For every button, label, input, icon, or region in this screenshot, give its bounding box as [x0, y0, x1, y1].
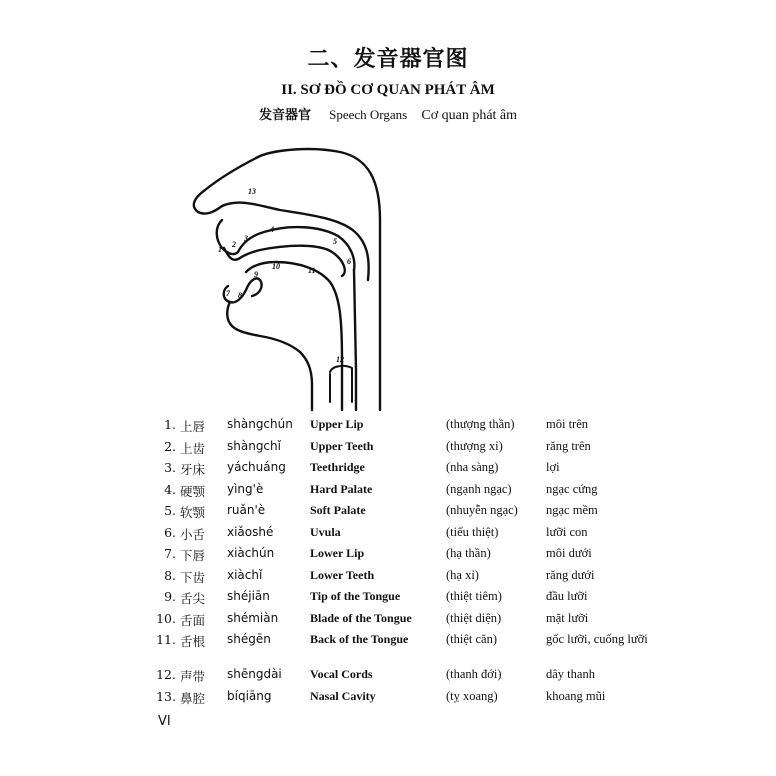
vocab-vietnamese: môi trên [546, 417, 589, 431]
jaw-outline [227, 302, 312, 410]
vocab-number: 12. [156, 667, 176, 682]
organ-label-11: 11 [308, 266, 316, 275]
vocab-vietnamese: ngạc cứng [546, 481, 598, 496]
vocab-pinyin: yáchuáng [227, 460, 286, 474]
organ-label-5: 5 [333, 237, 337, 246]
section-subtitle: II. SƠ ĐỒ CƠ QUAN PHÁT ÂM [281, 82, 495, 98]
vocab-english: Back of the Tongue [310, 632, 409, 646]
vocab-hanviet: (nhuyễn ngạc) [446, 503, 518, 517]
vocab-hanviet: (nha sàng) [446, 460, 499, 474]
organ-label-13: 13 [248, 187, 256, 196]
vocab-chinese: 下齿 [180, 569, 206, 585]
vocab-number: 5. [164, 503, 176, 518]
vocab-english: Lower Lip [310, 546, 365, 560]
vocab-pinyin: yìng'è [227, 481, 264, 496]
vocab-hanviet: (thiệt diện) [446, 610, 502, 625]
vocab-row [0, 525, 776, 543]
vocab-hanviet: (thiệt căn) [446, 632, 498, 646]
vocab-pinyin: shàngchǐ [227, 438, 281, 453]
vocab-chinese: 下唇 [180, 548, 206, 563]
vocab-vietnamese: lưỡi con [546, 524, 588, 539]
vocab-number: 4. [164, 481, 176, 497]
vocab-vietnamese: gốc lưỡi, cuống lưỡi [546, 632, 648, 646]
vocab-pinyin: shémiàn [227, 610, 279, 625]
vocab-chinese: 上唇 [180, 419, 206, 434]
vocab-pinyin: shàngchún [227, 417, 293, 431]
vocab-chinese: 上齿 [180, 440, 206, 456]
vocab-chinese: 软颚 [180, 505, 206, 520]
vocab-english: Vocal Cords [310, 667, 373, 681]
pharynx-outline [354, 270, 356, 410]
vocab-english: Upper Lip [310, 417, 364, 431]
vocab-vietnamese: răng trên [546, 438, 591, 453]
vocab-row [0, 611, 776, 629]
vocab-number: 3. [164, 460, 176, 475]
vocab-english: Upper Teeth [310, 438, 374, 453]
organ-label-7: 7 [226, 289, 230, 298]
vocab-hanviet: (ngạnh ngạc) [446, 481, 512, 496]
vocab-vietnamese: răng dưới [546, 567, 595, 582]
vocab-vietnamese: ngạc mềm [546, 503, 598, 517]
organ-label-10: 10 [272, 262, 280, 271]
vocab-chinese: 舌根 [180, 634, 206, 649]
vocab-hanviet: (thiệt tiêm) [446, 589, 502, 603]
vocab-chinese: 牙床 [180, 462, 206, 477]
page-title: 二、发音器官图 [307, 47, 469, 72]
vocab-hanviet: (hạ thần) [446, 546, 491, 560]
vocab-vietnamese: dây thanh [546, 667, 595, 681]
vocab-row [0, 503, 776, 521]
vocab-row [0, 689, 776, 707]
page-number: VI [158, 714, 171, 729]
vocab-row [0, 632, 776, 650]
vocab-pinyin: shéjiān [227, 589, 270, 603]
vocab-chinese: 舌尖 [180, 591, 206, 606]
vocab-vietnamese: lợi [546, 460, 560, 474]
organ-label-1: 1 [218, 245, 222, 254]
vocab-hanviet: (tiểu thiệt) [446, 524, 499, 539]
vocab-row [0, 546, 776, 564]
vocab-row [0, 568, 776, 586]
vocab-row [0, 482, 776, 500]
vocab-chinese: 声带 [180, 669, 206, 684]
vocab-row [0, 667, 776, 685]
vocab-chinese: 舌面 [180, 612, 206, 628]
vocab-pinyin: xiǎoshé [227, 524, 274, 539]
vocab-number: 1. [164, 417, 176, 432]
vocab-number: 6. [164, 524, 176, 540]
vocab-hanviet: (thượng xỉ) [446, 438, 503, 453]
speech-organs-diagram [180, 140, 390, 415]
vocab-english: Tip of the Tongue [310, 589, 401, 603]
vocab-hanviet: (thượng thần) [446, 417, 515, 431]
organ-label-9: 9 [254, 270, 258, 279]
vocab-english: Soft Palate [310, 503, 366, 517]
vocab-chinese: 小舌 [180, 526, 206, 542]
vocab-number: 2. [164, 438, 176, 454]
vocab-english: Teethridge [310, 460, 365, 474]
vocab-pinyin: xiàchǐ [227, 567, 263, 582]
organ-number-labels [218, 187, 351, 364]
vocab-pinyin: xiàchún [227, 546, 275, 560]
vocab-vietnamese: môi dưới [546, 546, 592, 560]
organ-label-12: 12 [336, 355, 344, 364]
vocab-chinese: 硬颚 [180, 483, 206, 499]
vocab-number: 13. [156, 688, 176, 704]
vocab-hanviet: (tỵ xoang) [446, 688, 498, 703]
vocab-pinyin: shégēn [227, 632, 271, 646]
vocab-number: 11. [156, 632, 176, 647]
vocab-english: Uvula [310, 524, 341, 539]
vocab-english: Blade of the Tongue [310, 610, 412, 625]
vocab-number: 9. [164, 589, 176, 604]
vocab-row [0, 439, 776, 457]
caption-vietnamese: Cơ quan phát âm [421, 108, 518, 123]
organ-label-6: 6 [347, 257, 351, 266]
diagram-caption [0, 104, 776, 124]
vocab-hanviet: (hạ xỉ) [446, 567, 479, 582]
vocab-vietnamese: mặt lưỡi [546, 610, 589, 625]
organ-label-3: 3 [244, 234, 248, 243]
organ-label-4: 4 [270, 225, 274, 234]
organ-label-8: 8 [238, 291, 242, 300]
vocab-pinyin: ruǎn'è [227, 503, 266, 517]
vocab-english: Nasal Cavity [310, 688, 376, 703]
vocab-english: Hard Palate [310, 481, 373, 496]
vocab-row [0, 417, 776, 435]
vocab-number: 8. [164, 567, 176, 583]
vocab-number: 10. [156, 610, 176, 626]
organ-label-2: 2 [232, 240, 236, 249]
vocab-vietnamese: đầu lưỡi [546, 589, 588, 603]
upper-teeth-outline [224, 246, 345, 276]
vocab-number: 7. [164, 546, 176, 561]
vocab-hanviet: (thanh đới) [446, 667, 502, 681]
caption-chinese: 发音器官 [258, 108, 311, 123]
vocab-pinyin: bíqiāng [227, 688, 272, 703]
vocab-pinyin: shēngdài [227, 667, 282, 681]
vocab-chinese: 鼻腔 [180, 690, 206, 706]
vocab-english: Lower Teeth [310, 567, 375, 582]
vocab-vietnamese: khoang mũi [546, 688, 606, 703]
caption-english: Speech Organs [329, 107, 408, 122]
vocab-row [0, 589, 776, 607]
vocab-row [0, 460, 776, 478]
